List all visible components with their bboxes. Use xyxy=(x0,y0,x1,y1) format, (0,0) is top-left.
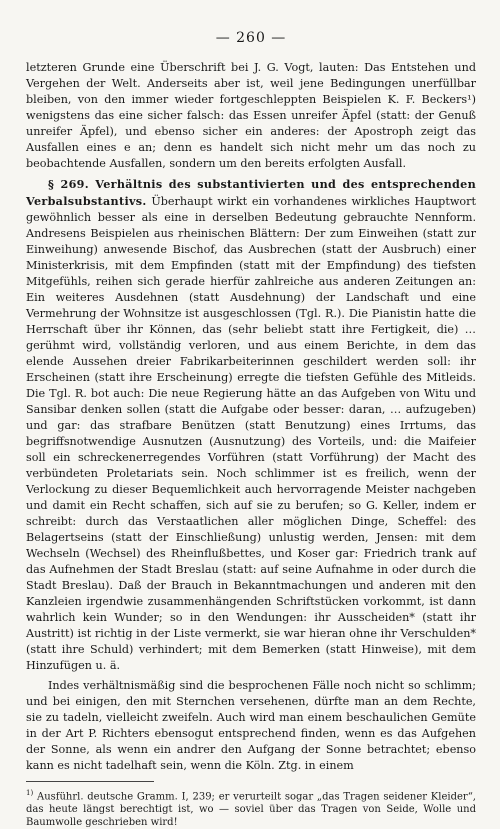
footnote-divider xyxy=(26,781,154,782)
footnote xyxy=(26,787,476,829)
paragraph-2-text: Überhaupt wirkt ein vorhandenes wirkliches Hauptwort gewöhnlich besser als eine in derselben Bedeutung gebrauchte Nennform. Andresens Beispielen aus rheinischen Blättern: Der zum Einweihen (statt zur Einweihung) anwesende Bischof, das Ausbrechen (statt der Ausbruch) einer Ministerkrisis, mit dem Empfinden (statt mit der Empfindung) des tiefsten Mitgefühls, reihen sich gerade hierfür zahlreiche aus anderen Zeitungen an: Ein weiteres Ausdehnen (statt Ausdehnung) der Landschaft und eine Vermehrung der Wohnsitze ist ausgeschlossen (Tgl. R.). Die Pianistin hatte die Herrschaft über ihr Können, das (sehr beliebt statt ihre Fertigkeit, die) … gerühmt wird, vollständig verloren, und aus einem Berichte, in dem das elende Aussehen dreier Fabrikarbeiterinnen geschildert werden soll: ihr Erscheinen (statt ihre Erscheinung) erregte die tiefsten Gefühle des Mitleids. Die Tgl. R. bot auch: Die neue Regierung hätte an das Aufgeben von Witu und Sansibar denken sollen (statt die Aufgabe oder besser: daran, … aufzugeben) und gar: das strafbare Benützen (statt Benutzung) eines Irrtums, das begriffsnotwendige Ausnutzen (Ausnutzung) des Vorteils, und: die Maifeier soll ein schreckenerregendes Vorführen (statt Vorführung) der Macht des verbündeten Proletariats sein. Noch schlimmer ist es freilich, wenn der Verlockung zu dieser Bequemlichkeit auch hervorragende Meister nachgeben und damit ein Recht schaffen, sich auf sie zu berufen; so G. Keller, indem er schreibt: durch das Verstaatlichen aller möglichen Dinge, Scheffel: des Belagertseins (statt der Einschließung) unlustig werden, Jensen: mit dem Wechseln (Wechsel) des Rheinflußbettes, und Koser gar: Friedrich trank auf das Aufnehmen der Stadt Breslau (statt: auf seine Aufnahme in oder durch die Stadt Breslau). Daß der Brauch in Bekanntmachungen und anderen mit den Kanzleien irgendwie zusammenhängenden Schriftstücken vorkommt, ist dann wahrlich kein Wunder; so in den Wendungen: ihr Ausscheiden* (statt ihr Austritt) ist richtig in der Liste vermerkt, sie war hieran ohne ihr Verschulden* (statt ihre Schuld) verhindert; mit dem Bemerken (statt Hinweise), mit dem Hinzufügen u. ä. xyxy=(26,195,476,672)
footnote-text: Ausführl. deutsche Gramm. I, 239; er verurteilt sogar „das Tragen seidener Kleider“, das heute längst berechtigt ist, wo — soviel über das Tragen von Seide, Wolle und Baumwolle geschrieben wird! xyxy=(26,791,476,829)
footnote-mark: 1) xyxy=(26,789,34,797)
section-heading: § 269. Verhältnis des substantivierten und des entsprechenden Verbalsubstantivs. xyxy=(26,177,476,208)
paragraph-1 xyxy=(26,60,476,172)
page-number: — 260 — xyxy=(215,30,287,46)
paragraph-1-text: letzteren Grunde eine Überschrift bei J. G. Vogt, lauten: Das Entstehen und Vergehen der Welt. Anderseits aber ist, weil jene Bedingungen unerfüllbar bleiben, von den immer wieder fortgeschleppten Beispielen K. F. Beckers¹) wenigstens das eine sicher falsch: das Essen unreifer Äpfel (statt: der Genuß unreifer Äpfel), und ebenso sicher ein anderes: der Apostroph zeigt das Ausfallen eines e an; denn es handelt sich nicht mehr um das noch zu beobachtende Ausfallen, sondern um den bereits erfolgten Ausfall. xyxy=(26,61,476,170)
paragraph-2 xyxy=(26,176,476,674)
paragraph-3 xyxy=(26,678,476,774)
paragraph-3-text: Indes verhältnismäßig sind die besprochenen Fälle noch nicht so schlimm; und bei einigen, den mit Sternchen versehenen, dürfte man an dem Rechte, sie zu tadeln, vielleicht zweifeln. Auch wird man einem beschaulichen Gemüte in der Art P. Richters ebensogut entsprechend finden, wenn es das Aufgehen der Sonne, als wenn ein andrer den Aufgang der Sonne betrachtet; ebenso kann es nicht tadelhaft sein, wenn die Köln. Ztg. in einem xyxy=(26,679,476,772)
body-text xyxy=(26,60,476,774)
